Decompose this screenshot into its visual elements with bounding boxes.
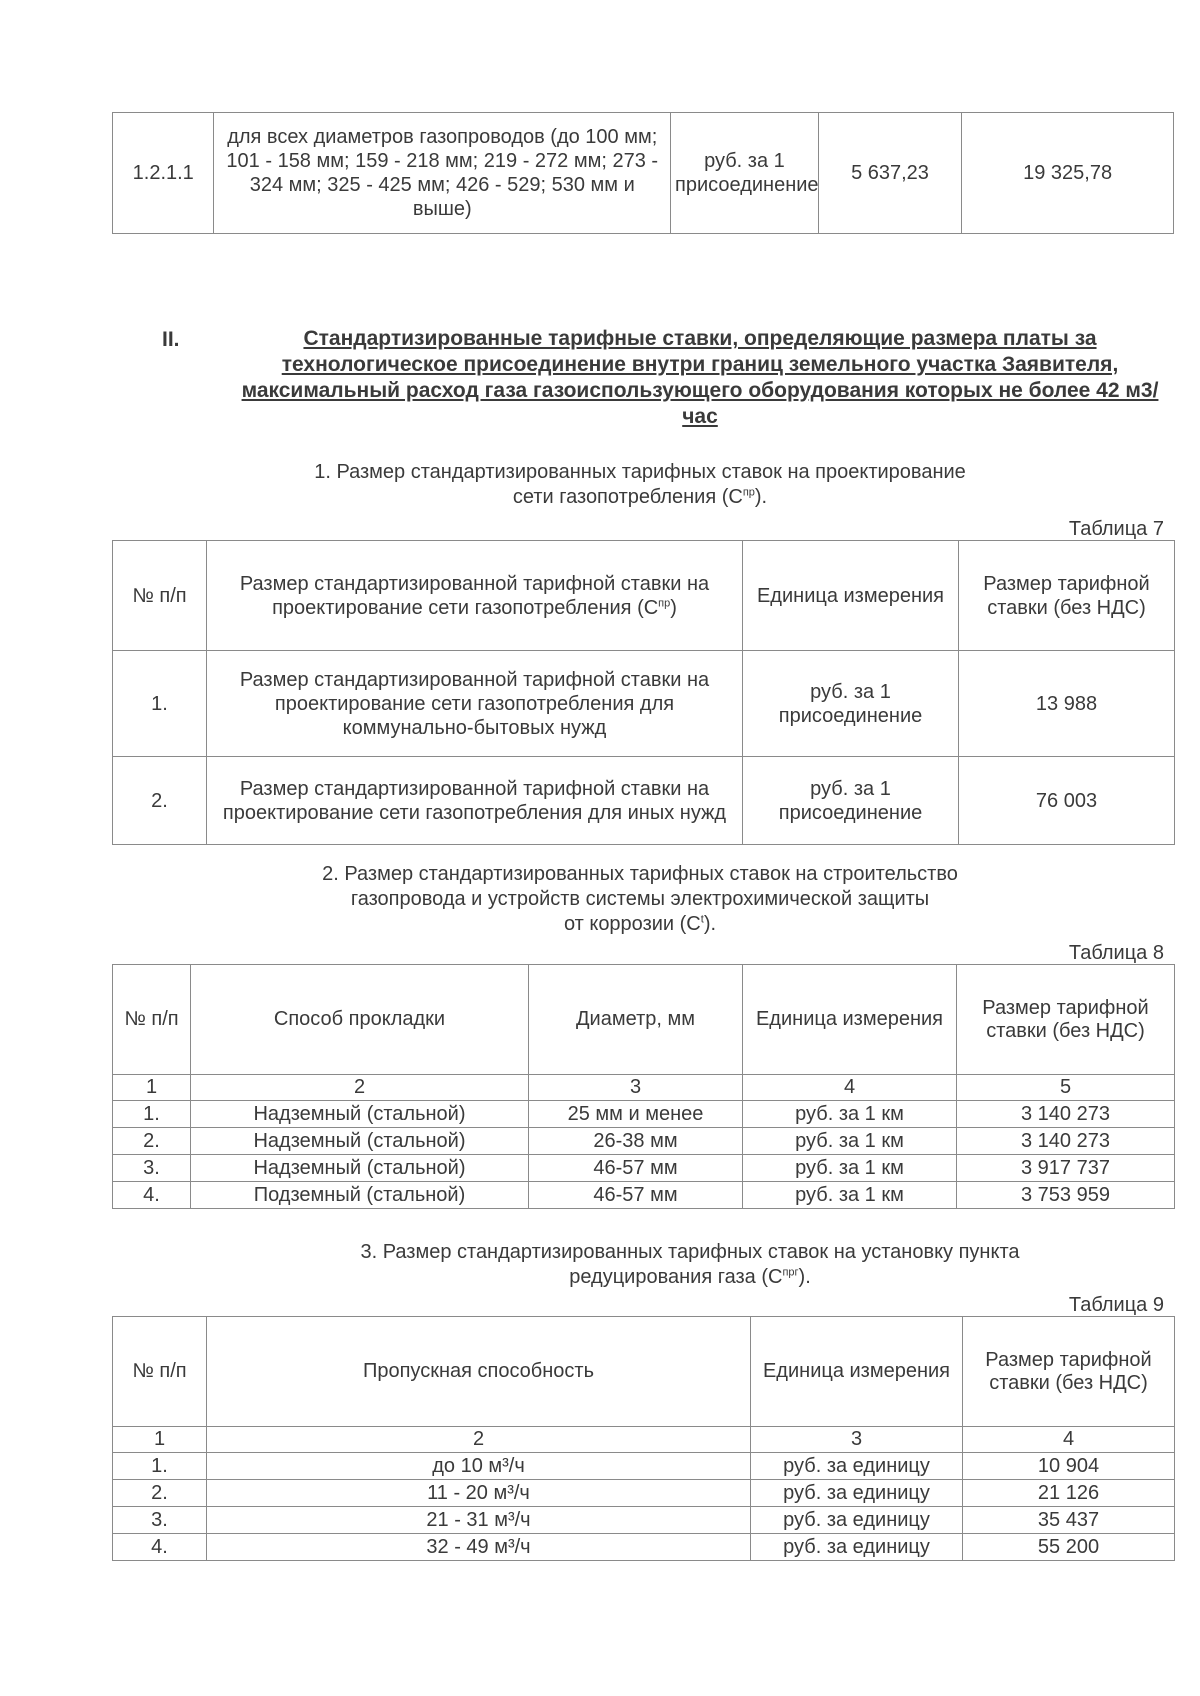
col-number: 5 — [957, 1075, 1175, 1101]
subheading-2-line2: газопровода и устройств системы электрохимической защиты — [350, 888, 930, 910]
subheading-1-line2: сети газопотребления $(С^{пр})$. — [512, 486, 768, 508]
cell-unit: руб. за единицу — [751, 1534, 963, 1561]
cell-num: 2. — [113, 757, 207, 845]
cell-value: 10 904 — [963, 1453, 1175, 1480]
col-header-name: Размер стандартизированной тарифной ставки на проектирование сети газопотребления $(С^{пр})$ — [207, 541, 743, 651]
cell-name: Размер стандартизированной тарифной ставки на проектирование сети газопотребления для коммунально-бытовых нужд — [207, 651, 743, 757]
top-fragment-table — [112, 112, 1174, 234]
col-header-value: Размер тарифной ставки (без НДС) — [957, 965, 1175, 1075]
col-header-method: Способ прокладки — [191, 965, 529, 1075]
subheading-3-line1: 3. Размер стандартизированных тарифных ставок на установку пункта — [360, 1241, 1020, 1263]
table-header-row — [113, 1317, 1175, 1427]
cell-num: 4. — [113, 1534, 207, 1561]
cell-method: Подземный (стальной) — [191, 1182, 529, 1209]
col-header-num: № п/п — [113, 965, 191, 1075]
table-row — [113, 1128, 1175, 1155]
cell-num: 2. — [113, 1128, 191, 1155]
table-9-caption: Таблица 9 — [1068, 1294, 1164, 1316]
table-row — [113, 1155, 1175, 1182]
cell-method: Надземный (стальной) — [191, 1155, 529, 1182]
cell-value: 21 126 — [963, 1480, 1175, 1507]
table-row — [113, 1182, 1175, 1209]
cell-unit: руб. за единицу — [751, 1480, 963, 1507]
subheading-2 — [200, 862, 1080, 937]
table-header-row — [113, 965, 1175, 1075]
col-header-num: № п/п — [113, 541, 207, 651]
cell-unit: руб. за 1 присоединение — [743, 651, 959, 757]
table-header-row — [113, 541, 1175, 651]
cell-diameter: 26-38 мм — [529, 1128, 743, 1155]
table-row — [113, 651, 1175, 757]
col-header-unit: Единица измерения — [751, 1317, 963, 1427]
cell-method: Надземный (стальной) — [191, 1101, 529, 1128]
cell-unit: руб. за 1 присоединение — [743, 757, 959, 845]
subheading-3-line2: редуцирования газа $(С^{прг})$. — [569, 1266, 811, 1288]
cell-num: 2. — [113, 1480, 207, 1507]
column-number-row — [113, 1427, 1175, 1453]
cell-value: 3 140 273 — [957, 1128, 1175, 1155]
cell-value: 76 003 — [959, 757, 1175, 845]
table-7 — [112, 540, 1175, 845]
col-header-unit: Единица измерения — [743, 541, 959, 651]
cell-num: 1. — [113, 1101, 191, 1128]
cell-value: 55 200 — [963, 1534, 1175, 1561]
cell-capacity: 11 - 20 м³/ч — [207, 1480, 751, 1507]
cell-num: 4. — [113, 1182, 191, 1209]
table-7-caption: Таблица 7 — [1068, 518, 1164, 540]
table-row — [113, 1453, 1175, 1480]
cell-value: 3 140 273 — [957, 1101, 1175, 1128]
cell-unit: руб. за единицу — [751, 1507, 963, 1534]
cell-capacity: до 10 м³/ч — [207, 1453, 751, 1480]
col-number: 2 — [191, 1075, 529, 1101]
col-number: 4 — [743, 1075, 957, 1101]
col-number: 1 — [113, 1075, 191, 1101]
col-header-value: Размер тарифной ставки (без НДС) — [963, 1317, 1175, 1427]
table-9 — [112, 1316, 1175, 1561]
row-value-2: 19 325,78 — [962, 113, 1174, 234]
cell-diameter: 25 мм и менее — [529, 1101, 743, 1128]
cell-num: 1. — [113, 1453, 207, 1480]
column-number-row — [113, 1075, 1175, 1101]
row-number: 1.2.1.1 — [113, 113, 214, 234]
table-row — [113, 113, 1174, 234]
subheading-1-line1: 1. Размер стандартизированных тарифных ставок на проектирование — [314, 461, 966, 483]
cell-capacity: 21 - 31 м³/ч — [207, 1507, 751, 1534]
cell-diameter: 46-57 мм — [529, 1182, 743, 1209]
col-header-capacity: Пропускная способность — [207, 1317, 751, 1427]
cell-unit: руб. за 1 км — [743, 1182, 957, 1209]
col-header-unit: Единица измерения — [743, 965, 957, 1075]
row-description: для всех диаметров газопроводов (до 100 мм; 101 - 158 мм; 159 - 218 мм; 219 - 272 мм; 273 - 324 мм; 325 - 425 мм; 426 - 529; 530 мм и выше) — [214, 113, 671, 234]
row-value-1: 5 637,23 — [818, 113, 961, 234]
table-row — [113, 757, 1175, 845]
col-header-value: Размер тарифной ставки (без НДС) — [959, 541, 1175, 651]
col-header-diameter: Диаметр, мм — [529, 965, 743, 1075]
col-number: 3 — [529, 1075, 743, 1101]
table-row — [113, 1534, 1175, 1561]
cell-capacity: 32 - 49 м³/ч — [207, 1534, 751, 1561]
col-number: 4 — [963, 1427, 1175, 1453]
cell-unit: руб. за единицу — [751, 1453, 963, 1480]
table-row — [113, 1507, 1175, 1534]
table-row — [113, 1101, 1175, 1128]
section-title: Стандартизированные тарифные ставки, определяющие размера платы за технологическое присоединение внутри границ земельного участка Заявителя, максимальный расход газа газоиспользующего оборудования которых не более 42 м3/час — [241, 327, 1159, 428]
col-number: 1 — [113, 1427, 207, 1453]
col-number: 2 — [207, 1427, 751, 1453]
cell-value: 35 437 — [963, 1507, 1175, 1534]
col-header-num: № п/п — [113, 1317, 207, 1427]
cell-value: 3 917 737 — [957, 1155, 1175, 1182]
table-row — [113, 1480, 1175, 1507]
cell-num: 1. — [113, 651, 207, 757]
cell-unit: руб. за 1 км — [743, 1128, 957, 1155]
cell-num: 3. — [113, 1155, 191, 1182]
table-8-caption: Таблица 8 — [1068, 942, 1164, 964]
cell-diameter: 46-57 мм — [529, 1155, 743, 1182]
subheading-2-line1: 2. Размер стандартизированных тарифных ставок на строительство — [322, 863, 958, 885]
col-number: 3 — [751, 1427, 963, 1453]
table-8 — [112, 964, 1175, 1209]
cell-name: Размер стандартизированной тарифной ставки на проектирование сети газопотребления для иных нужд — [207, 757, 743, 845]
cell-num: 3. — [113, 1507, 207, 1534]
cell-unit: руб. за 1 км — [743, 1101, 957, 1128]
cell-value: 3 753 959 — [957, 1182, 1175, 1209]
cell-unit: руб. за 1 км — [743, 1155, 957, 1182]
cell-value: 13 988 — [959, 651, 1175, 757]
row-unit: руб. за 1 присоединение — [671, 113, 819, 234]
subheading-3 — [250, 1240, 1130, 1290]
subheading-2-line3: от коррозии $(С^t)$. — [563, 913, 717, 935]
section-numeral: II. — [162, 328, 180, 351]
cell-method: Надземный (стальной) — [191, 1128, 529, 1155]
subheading-1 — [200, 460, 1080, 510]
